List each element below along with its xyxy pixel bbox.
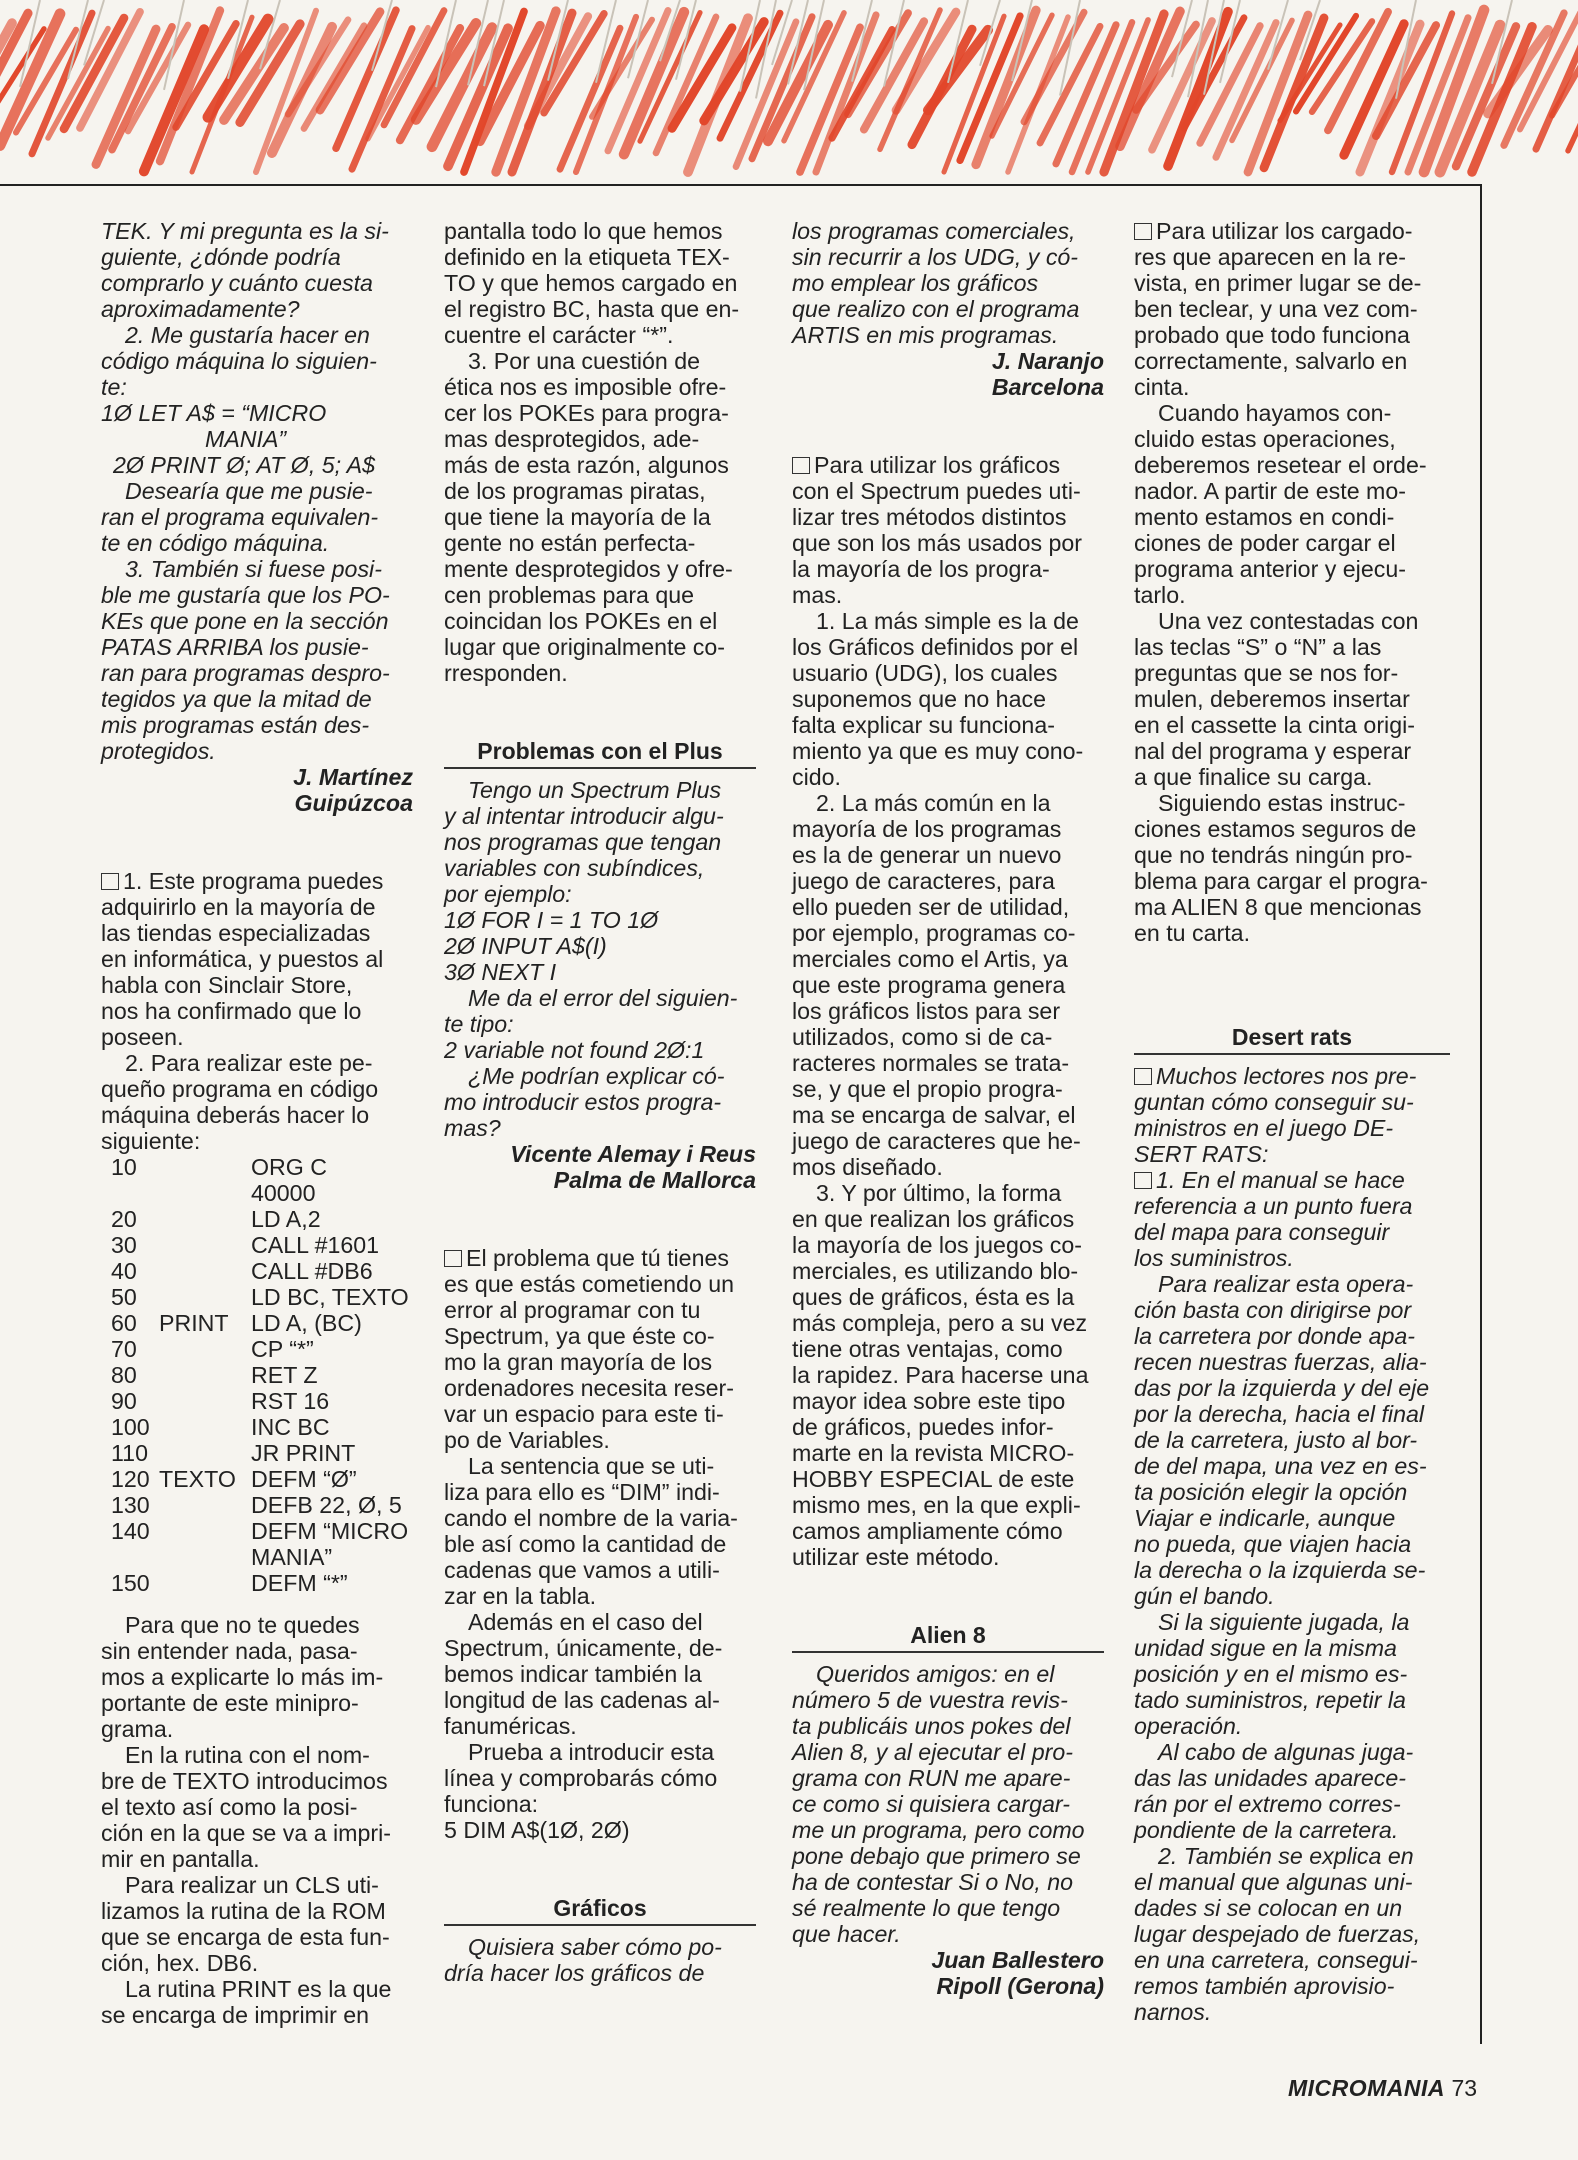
text-line: nos programas que tengan	[444, 829, 722, 855]
text-line: lugar que originalmente co-	[444, 634, 725, 660]
column-2	[444, 218, 756, 1986]
text-line: guntan cómo conseguir su-	[1134, 1089, 1414, 1115]
text-line: Spectrum, únicamente, de-	[444, 1635, 723, 1661]
text-line: la carretera por donde apa-	[1134, 1323, 1416, 1349]
text-line: 1. La más simple es la de	[816, 608, 1079, 634]
text-line: 1. En el manual se hace	[1134, 1167, 1450, 1193]
text-line: sé realmente lo que tengo	[792, 1895, 1061, 1921]
text-line: los gráficos listos para ser	[792, 998, 1061, 1024]
text-line: Tengo un Spectrum Plus	[468, 777, 722, 803]
text-line: número 5 de vuestra revis-	[792, 1687, 1068, 1713]
listing-row: 90 RST 16	[111, 1388, 330, 1414]
text-line: grama.	[101, 1716, 174, 1742]
text-line: mos a explicarte lo más im-	[101, 1664, 384, 1690]
text-line: racteres normales se trata-	[792, 1050, 1070, 1076]
column-4	[1134, 218, 1450, 2025]
text-line: var un espacio para este ti-	[444, 1401, 724, 1427]
text-line: de del mapa, una vez en es-	[1134, 1453, 1427, 1479]
text-line: de los programas piratas,	[444, 478, 706, 504]
section-heading-plus: Problemas con el Plus	[444, 738, 756, 769]
text-line: máquina deberás hacer lo	[101, 1102, 370, 1128]
text-line: ce como si quisiera cargar-	[792, 1791, 1070, 1817]
text-line: el texto así como la posi-	[101, 1794, 358, 1820]
text-line: mulen, deberemos insertar	[1134, 686, 1410, 712]
text-line: poseen.	[101, 1024, 184, 1050]
listing-row: 110 JR PRINT	[111, 1440, 356, 1466]
text-line: línea y comprobarás cómo	[444, 1765, 718, 1791]
text-line: en que realizan los gráficos	[792, 1206, 1075, 1232]
listing-row: 50 LD BC, TEXTO	[111, 1284, 409, 1310]
text-line: código máquina lo siguien-	[101, 348, 377, 374]
text-line: Al cabo de algunas juga-	[1158, 1739, 1414, 1765]
checkbox-icon	[1134, 223, 1152, 240]
answer-alien	[1134, 218, 1450, 946]
text-line: y al intentar introducir algu-	[444, 803, 724, 829]
listing-row: 150 DEFM “*”	[111, 1570, 348, 1596]
text-line: Spectrum, ya que éste co-	[444, 1323, 715, 1349]
text-line: ques de gráficos, ésta es la	[792, 1284, 1075, 1310]
text-line: utilizar este método.	[792, 1544, 1000, 1570]
text-line: ble así como la cantidad de	[444, 1531, 727, 1557]
text-line: ordenadores necesita reser-	[444, 1375, 735, 1401]
listing-row: 130 DEFB 22, Ø, 5	[111, 1492, 402, 1518]
listing-row: 40 CALL #DB6	[111, 1258, 373, 1284]
text-line: ética nos es imposible ofre-	[444, 374, 727, 400]
text-line: TO y que hemos cargado en	[444, 270, 738, 296]
text-line: es que estás cometiendo un	[444, 1271, 735, 1297]
signature-naranjo: J. Naranjo Barcelona	[991, 348, 1104, 400]
text-line: mis programas están des-	[101, 712, 370, 738]
text-line: sin entender nada, pasa-	[101, 1638, 358, 1664]
signature-alemay: Vicente Alemay i Reus Palma de Mallorca	[510, 1141, 756, 1193]
text-line: ran para programas despro-	[101, 660, 390, 686]
text-line: en informática, y puestos al	[101, 946, 384, 972]
text-line: no pueda, que viajen hacia	[1134, 1531, 1412, 1557]
text-line: rresponden.	[444, 660, 568, 686]
letter-graficos-continued	[792, 218, 1104, 348]
text-line: ción en la que se va a impri-	[101, 1820, 391, 1846]
text-line: la mayoría de los juegos co-	[792, 1232, 1082, 1258]
text-line: cando el nombre de la varia-	[444, 1505, 738, 1531]
text-line: del mapa para conseguir	[1134, 1219, 1390, 1245]
answer-continued	[444, 218, 756, 686]
brush-stroke	[624, 12, 684, 154]
text-line: ran el programa equivalen-	[101, 504, 379, 530]
text-line: mo la gran mayoría de los	[444, 1349, 713, 1375]
page-number: 73	[1451, 2075, 1478, 2101]
text-line: 2. Me gustaría hacer en	[125, 322, 370, 348]
text-line: La rutina PRINT es la que	[125, 1976, 392, 2002]
text-line: Alien 8, y al ejecutar el pro-	[792, 1739, 1073, 1765]
assembly-listing	[101, 1154, 413, 1596]
signature-martinez: J. Martínez Guipúzcoa	[293, 764, 413, 816]
letter-code: 1Ø LET A$ = “MICRO MANIA” 2Ø PRINT Ø; AT Ø, 5; A$	[101, 400, 375, 478]
brush-stroke	[944, 16, 1004, 172]
text-line: camos ampliamente cómo	[792, 1518, 1063, 1544]
text-line: lizar tres métodos distintos	[792, 504, 1067, 530]
text-line: Siguiendo estas instruc-	[1158, 790, 1406, 816]
text-line: bemos indicar también la	[444, 1661, 702, 1687]
text-line: 3. Por una cuestión de	[468, 348, 701, 374]
letter-graficos	[444, 1934, 756, 1986]
text-line: nal del programa y esperar	[1134, 738, 1412, 764]
answer-graficos	[792, 452, 1104, 1570]
text-line: nos ha confirmado que lo	[101, 998, 362, 1024]
listing-row: MANIA”	[251, 1544, 333, 1570]
checkbox-icon	[792, 457, 810, 474]
text-line: Desearía que me pusie-	[125, 478, 373, 504]
text-line: portante de este minipro-	[101, 1690, 359, 1716]
text-line: las teclas “S” o “N” a las	[1134, 634, 1382, 660]
text-line: el manual que algunas uni-	[1134, 1869, 1413, 1895]
text-line: mos diseñado.	[792, 1154, 943, 1180]
text-line: por la derecha, hacia el final	[1134, 1401, 1425, 1427]
listing-row: 40000	[251, 1180, 316, 1206]
text-line: que tiene la mayoría de la	[444, 504, 711, 530]
text-line: es la de generar un nuevo	[792, 842, 1062, 868]
text-line: que son los más usados por	[792, 530, 1083, 556]
listing-row: 100 INC BC	[111, 1414, 330, 1440]
text-line: ciones estamos seguros de	[1134, 816, 1417, 842]
text-line: mas?	[444, 1115, 501, 1141]
text-line: fanuméricas.	[444, 1713, 577, 1739]
text-line: Viajar e indicarle, aunque	[1134, 1505, 1396, 1531]
text-line: adquirirlo en la mayoría de	[101, 894, 376, 920]
text-line: funciona:	[444, 1791, 539, 1817]
text-line: mo emplear los gráficos	[792, 270, 1039, 296]
text-line: usuario (UDG), los cuales	[792, 660, 1058, 686]
section-heading-desert: Desert rats	[1134, 1024, 1450, 1055]
text-line: ARTIS en mis programas.	[792, 322, 1059, 348]
desert-rats-answer	[1134, 1063, 1450, 2025]
text-line: que este programa genera	[792, 972, 1066, 998]
text-line: la derecha o la izquierda se-	[1134, 1557, 1426, 1583]
text-line: das por la izquierda y del eje	[1134, 1375, 1430, 1401]
text-line: Una vez contestadas con	[1158, 608, 1419, 634]
text-line: mismo mes, en la que expli-	[792, 1492, 1081, 1518]
letter-plus-3	[444, 1063, 756, 1141]
text-line: en una carretera, consegui-	[1134, 1947, 1418, 1973]
text-line: se encarga de imprimir en	[101, 2002, 370, 2028]
text-line: de gráficos, puedes infor-	[792, 1414, 1054, 1440]
text-line: mayor idea sobre este tipo	[792, 1388, 1066, 1414]
text-line: lizamos la rutina de la ROM	[101, 1898, 386, 1924]
text-line: PATAS ARRIBA los pusie-	[101, 634, 369, 660]
listing-row: 80 RET Z	[111, 1362, 318, 1388]
text-line: El problema que tú tienes	[444, 1245, 756, 1271]
text-line: Para utilizar los gráficos	[792, 452, 1104, 478]
answer-plus	[444, 1245, 756, 1843]
checkbox-icon	[444, 1250, 462, 1267]
text-line: variables con subíndices,	[444, 855, 705, 881]
text-line: probado que todo funciona	[1134, 322, 1410, 348]
frame-right-rule	[1480, 184, 1482, 2044]
text-line: preguntas que se nos for-	[1134, 660, 1399, 686]
text-line: utilizados, como si de ca-	[792, 1024, 1053, 1050]
column-3	[792, 218, 1104, 1999]
text-line: merciales como el Artis, ya	[792, 946, 1068, 972]
text-line: los Gráficos definidos por el	[792, 634, 1079, 660]
text-line: pondiente de la carretera.	[1134, 1817, 1399, 1843]
text-line: res que aparecen en la re-	[1134, 244, 1406, 270]
text-line: blema para cargar el progra-	[1134, 868, 1428, 894]
text-line: por ejemplo, programas co-	[792, 920, 1076, 946]
text-line: cuentre el carácter “*”.	[444, 322, 674, 348]
text-line: remos también aprovisio-	[1134, 1973, 1395, 1999]
text-line: La sentencia que se uti-	[468, 1453, 715, 1479]
listing-row: 10 ORG C	[111, 1154, 328, 1180]
text-line: Queridos amigos: en el	[816, 1661, 1055, 1687]
column-1	[101, 218, 413, 2028]
section-heading-graficos: Gráficos	[444, 1895, 756, 1926]
text-line: mo introducir estos progra-	[444, 1089, 722, 1115]
text-line: Cuando hayamos con-	[1158, 400, 1392, 426]
text-line: ción basta con dirigirse por	[1134, 1297, 1412, 1323]
text-line: error al programar con tu	[444, 1297, 701, 1323]
text-line: deberemos resetear el orde-	[1134, 452, 1427, 478]
listing-row: 20 LD A,2	[111, 1206, 321, 1232]
text-line: Si la siguiente jugada, la	[1158, 1609, 1410, 1635]
text-line: Me da el error del siguien-	[468, 985, 738, 1011]
text-line: pantalla todo lo que hemos	[444, 218, 723, 244]
text-line: juego de caracteres, para	[792, 868, 1055, 894]
text-line: los suministros.	[1134, 1245, 1294, 1271]
text-line: siguiente:	[101, 1128, 201, 1154]
text-line: más compleja, pero a su vez	[792, 1310, 1088, 1336]
text-line: En la rutina con el nom-	[125, 1742, 370, 1768]
text-line: narnos.	[1134, 1999, 1212, 2025]
text-line: cluido estas operaciones,	[1134, 426, 1396, 452]
checkbox-icon	[101, 873, 119, 890]
text-line: me un programa, pero como	[792, 1817, 1085, 1843]
text-line: cer los POKEs para progra-	[444, 400, 729, 426]
text-line: dades si se colocan en un	[1134, 1895, 1403, 1921]
text-line: das las unidades aparece-	[1134, 1765, 1406, 1791]
text-line: gún el bando.	[1134, 1583, 1275, 1609]
text-line: zar en la tabla.	[444, 1583, 597, 1609]
text-line: ello pueden ser de utilidad,	[792, 894, 1070, 920]
text-line: en tu carta.	[1134, 920, 1251, 946]
text-line: pone debajo que primero se	[792, 1843, 1081, 1869]
decorative-header-banner	[0, 0, 1578, 180]
text-line: el registro BC, hasta que en-	[444, 296, 740, 322]
listing-row: 120 TEXTO DEFM “Ø”	[111, 1466, 357, 1492]
text-line: vista, en primer lugar se de-	[1134, 270, 1422, 296]
letter-alien	[792, 1661, 1104, 1947]
plus-code: 1Ø FOR I = 1 TO 1Ø 2Ø INPUT A$(I) 3Ø NEXT I	[444, 907, 659, 985]
checkbox-icon	[1134, 1172, 1152, 1189]
text-line: mayoría de los programas	[792, 816, 1062, 842]
text-line: lugar despejado de fuerzas,	[1134, 1921, 1421, 1947]
text-line: ¿Me podrían explicar có-	[468, 1063, 725, 1089]
text-line: HOBBY ESPECIAL de este	[792, 1466, 1075, 1492]
text-line: nador. A partir de este mo-	[1134, 478, 1406, 504]
text-line: 2. La más común en la	[816, 790, 1051, 816]
text-line: Para realizar esta opera-	[1158, 1271, 1414, 1297]
signature-ballestero: Juan Ballestero Ripoll (Gerona)	[931, 1947, 1104, 1999]
text-line: Para realizar un CLS uti-	[125, 1872, 379, 1898]
section-heading-alien: Alien 8	[792, 1622, 1104, 1653]
text-line: aproximadamente?	[101, 296, 300, 322]
text-line: 3. Y por último, la forma	[816, 1180, 1062, 1206]
text-line: definido en la etiqueta TEX-	[444, 244, 730, 270]
text-line: 2. También se explica en	[1158, 1843, 1414, 1869]
text-line: tarlo.	[1134, 582, 1186, 608]
text-line: merciales, es utilizando blo-	[792, 1258, 1079, 1284]
text-line: te en código máquina.	[101, 530, 330, 556]
text-line: recen nuestras fuerzas, alia-	[1134, 1349, 1427, 1375]
brush-stroke	[256, 11, 316, 172]
text-line: que se encarga de esta fun-	[101, 1924, 390, 1950]
text-line: TEK. Y mi pregunta es la si-	[101, 218, 389, 244]
text-line: ben teclear, y una vez com-	[1134, 296, 1418, 322]
text-line: ble me gustaría que los PO-	[101, 582, 390, 608]
brush-stroke	[752, 17, 812, 159]
text-line: programa anterior y ejecu-	[1134, 556, 1406, 582]
text-line: ta publicáis unos pokes del	[792, 1713, 1071, 1739]
text-line: dría hacer los gráficos de	[444, 1960, 705, 1986]
text-line: cadenas que vamos a utili-	[444, 1557, 720, 1583]
text-line: Para utilizar los cargado-	[1134, 218, 1450, 244]
listing-row: 70 CP “*”	[111, 1336, 314, 1362]
text-line: operación.	[1134, 1713, 1243, 1739]
text-line: tiene otras ventajas, como	[792, 1336, 1063, 1362]
text-line: Además en el caso del	[468, 1609, 703, 1635]
text-line: ha de contestar Si o No, no	[792, 1869, 1074, 1895]
text-line: mente desprotegidos y ofre-	[444, 556, 733, 582]
text-line: coincidan los POKEs en el	[444, 608, 718, 634]
text-line: que realizo con el programa	[792, 296, 1080, 322]
answer-explanation	[101, 1612, 413, 2028]
text-line: ma se encarga de salvar, el	[792, 1102, 1076, 1128]
text-line: tegidos ya que la mitad de	[101, 686, 372, 712]
text-line: que no tendrás ningún pro-	[1134, 842, 1413, 868]
text-line: en el cassette la cinta origi-	[1134, 712, 1415, 738]
text-line: cinta.	[1134, 374, 1190, 400]
letter-tek-tail	[101, 478, 413, 764]
text-line: Prueba a introducir esta	[468, 1739, 715, 1765]
text-line: posición y en el mismo es-	[1134, 1661, 1408, 1687]
text-line: gente no están perfecta-	[444, 530, 696, 556]
text-line: 5 DIM A$(1Ø, 2Ø)	[444, 1817, 630, 1843]
text-line: por ejemplo:	[444, 881, 572, 907]
text-line: cido.	[792, 764, 841, 790]
text-line: SERT RATS:	[1134, 1141, 1269, 1167]
text-line: queño programa en código	[101, 1076, 379, 1102]
text-line: ma ALIEN 8 que mencionas	[1134, 894, 1422, 920]
text-line: 1. Este programa puedes	[101, 868, 413, 894]
text-line: bre de TEXTO introducimos	[101, 1768, 388, 1794]
text-line: grama con RUN me apare-	[792, 1765, 1071, 1791]
letter-tek	[101, 218, 413, 400]
text-line: correctamente, salvarlo en	[1134, 348, 1408, 374]
text-line: con el Spectrum puedes uti-	[792, 478, 1081, 504]
text-line: tado suministros, repetir la	[1134, 1687, 1406, 1713]
text-line: 3. También si fuese posi-	[125, 556, 382, 582]
text-line: rán por el extremo corres-	[1134, 1791, 1401, 1817]
text-line: te tipo:	[444, 1011, 514, 1037]
text-line: más de esta razón, algunos	[444, 452, 729, 478]
listing-row: 30 CALL #1601	[111, 1232, 380, 1258]
text-line: la mayoría de los progra-	[792, 556, 1050, 582]
checkbox-icon	[1134, 1068, 1152, 1085]
text-line: ministros en el juego DE-	[1134, 1115, 1394, 1141]
text-line: juego de caracteres que he-	[792, 1128, 1081, 1154]
text-line: mento estamos en condi-	[1134, 504, 1395, 530]
text-line: mas desprotegidos, ade-	[444, 426, 700, 452]
text-line: Quisiera saber cómo po-	[468, 1934, 722, 1960]
text-line: mir en pantalla.	[101, 1846, 260, 1872]
text-line: de la carretera, justo al bor-	[1134, 1427, 1418, 1453]
text-line: falta explicar su funciona-	[792, 712, 1055, 738]
text-line: cen problemas para que	[444, 582, 695, 608]
text-line: liza para ello es “DIM” indi-	[444, 1479, 720, 1505]
text-line: se, y que el propio progra-	[792, 1076, 1063, 1102]
letter-plus-2	[444, 985, 756, 1037]
text-line: KEs que pone en la sección	[101, 608, 389, 634]
text-line: los programas comerciales,	[792, 218, 1076, 244]
text-line: ciones de poder cargar el	[1134, 530, 1396, 556]
text-line: suponemos que no hace	[792, 686, 1046, 712]
text-line: ción, hex. DB6.	[101, 1950, 259, 1976]
text-line: a que finalice su carga.	[1134, 764, 1373, 790]
error-message: 2 variable not found 2Ø:1	[444, 1037, 705, 1063]
frame-top-rule	[0, 184, 1482, 186]
text-line: las tiendas especializadas	[101, 920, 371, 946]
text-line: referencia a un punto fuera	[1134, 1193, 1413, 1219]
magazine-name: MICROMANIA	[1288, 2075, 1446, 2101]
text-line: mas.	[792, 582, 843, 608]
text-line: Para que no te quedes	[125, 1612, 360, 1638]
text-line: comprarlo y cuánto cuesta	[101, 270, 373, 296]
page-footer	[1288, 2075, 1477, 2102]
text-line: unidad sigue en la misma	[1134, 1635, 1397, 1661]
text-line: marte en la revista MICRO-	[792, 1440, 1075, 1466]
text-line: que hacer.	[792, 1921, 901, 1947]
answer-tek	[101, 868, 413, 1154]
text-line: 2. Para realizar este pe-	[125, 1050, 373, 1076]
text-line: longitud de las cadenas al-	[444, 1687, 720, 1713]
text-line: Muchos lectores nos pre-	[1134, 1063, 1450, 1089]
letter-plus	[444, 777, 756, 907]
text-line: miento ya que es muy cono-	[792, 738, 1084, 764]
text-line: la rapidez. Para hacerse una	[792, 1362, 1089, 1388]
listing-row: 60 PRINT LD A, (BC)	[111, 1310, 362, 1336]
text-line: habla con Sinclair Store,	[101, 972, 353, 998]
text-line: ta posición elegir la opción	[1134, 1479, 1408, 1505]
text-line: guiente, ¿dónde podría	[101, 244, 341, 270]
text-line: sin recurrir a los UDG, y có-	[792, 244, 1079, 270]
text-line: po de Variables.	[444, 1427, 610, 1453]
text-line: te:	[101, 374, 127, 400]
listing-row: 140 DEFM “MICRO	[111, 1518, 409, 1544]
text-line: protegidos.	[101, 738, 216, 764]
